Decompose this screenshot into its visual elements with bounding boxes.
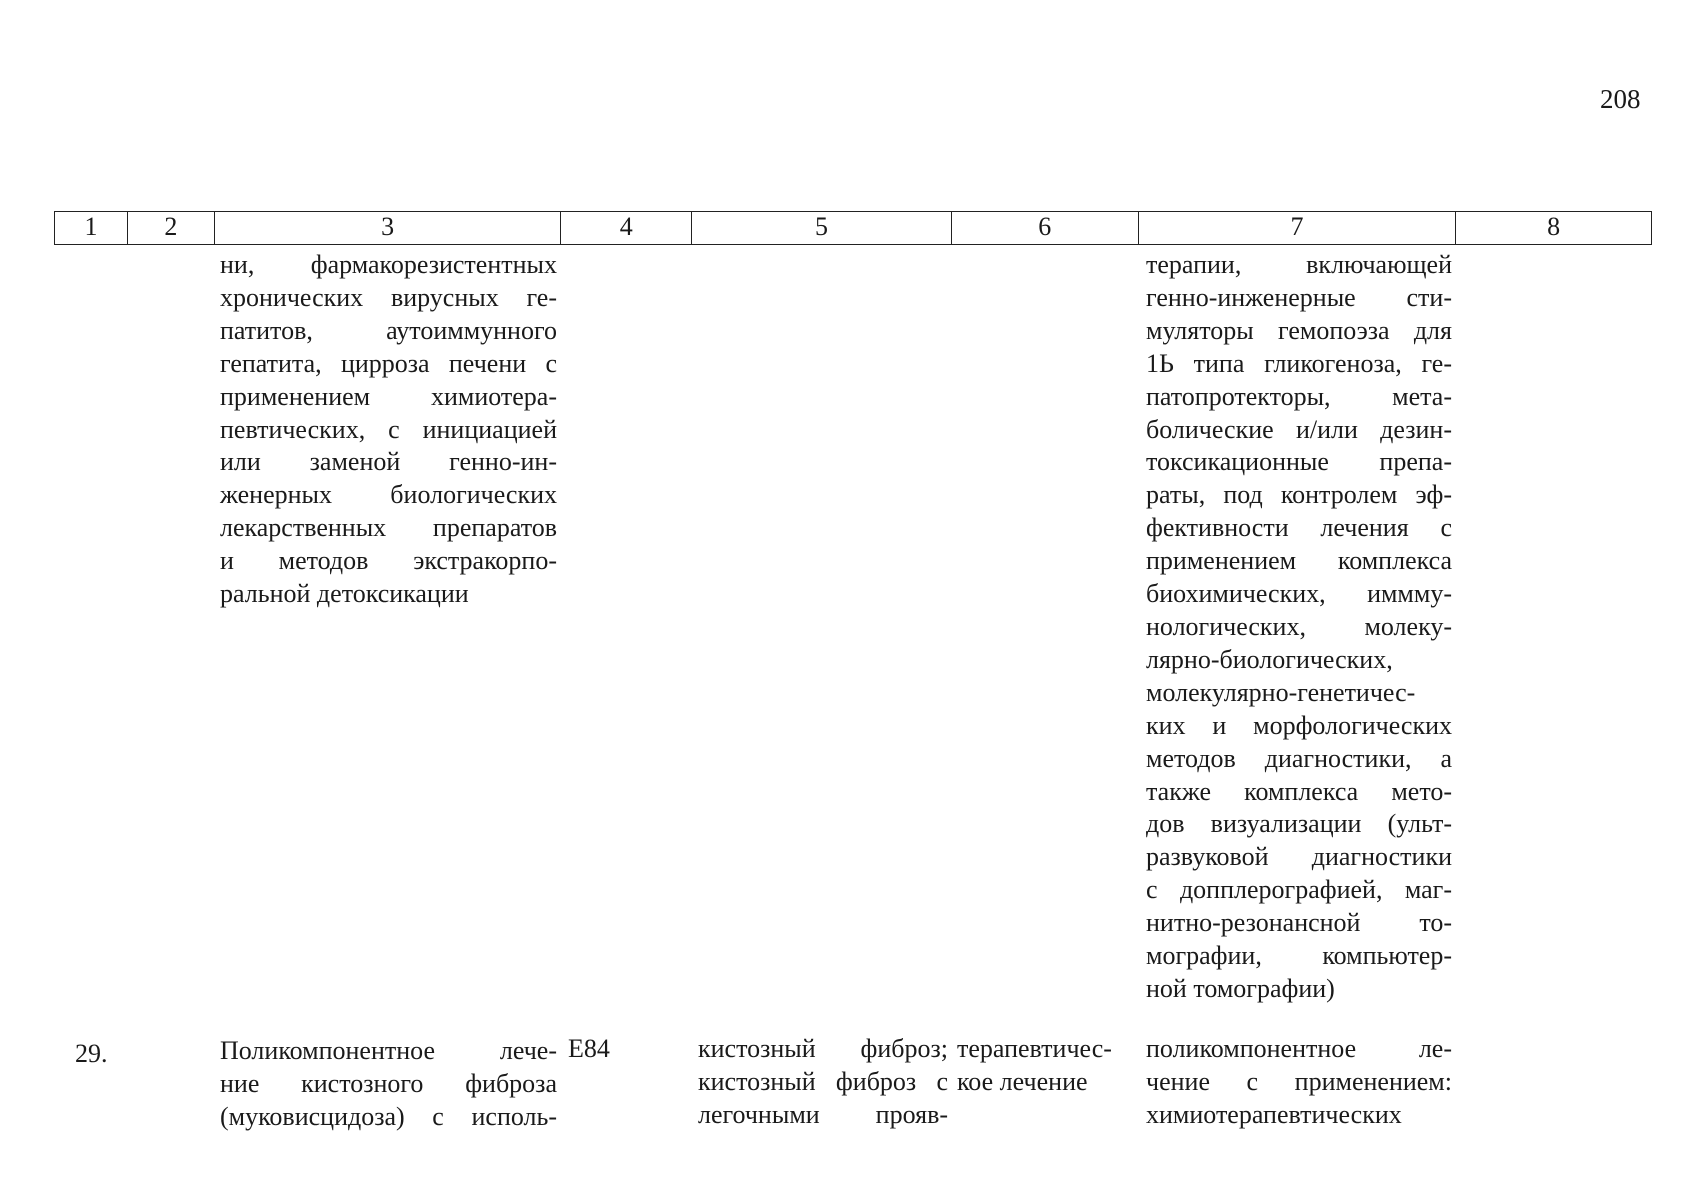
header-col-1: 1 (55, 212, 128, 244)
text-line: поликомпонентное ле- (1146, 1034, 1452, 1063)
text-line: также комплекса мето- (1146, 776, 1452, 806)
text-line: применением комплекса (1146, 546, 1452, 576)
text-line: или заменой генно-ин- (220, 447, 557, 477)
text-line: ние кистозного фиброза (220, 1068, 557, 1098)
text-line: молекулярно-генетичес- (1146, 677, 1416, 707)
text-line: Поликомпонентное лече- (220, 1036, 557, 1065)
table-header-row (54, 211, 1652, 245)
header-col-2: 2 (128, 212, 215, 244)
text-line: болические и/или дезин- (1146, 414, 1452, 444)
row29-col5-text (698, 1033, 948, 1132)
text-line: нитно-резонансной то- (1146, 908, 1452, 938)
text-line: патопротекторы, мета- (1146, 381, 1452, 411)
text-line: дов визуализации (ульт- (1146, 809, 1452, 839)
text-line: патитов, аутоиммунного (220, 315, 557, 345)
continuation-col7-text (1146, 249, 1452, 1006)
row-number: 29. (75, 1039, 108, 1068)
continuation-col3-text (220, 249, 557, 611)
page-number: 208 (1600, 84, 1641, 114)
text-line: 1Ь типа гликогеноза, ге- (1146, 348, 1452, 378)
header-col-6: 6 (952, 212, 1139, 244)
text-line: нологических, молеку- (1146, 611, 1452, 641)
text-line: ких и морфологических (1146, 710, 1452, 740)
header-col-8: 8 (1547, 212, 1561, 241)
header-col-3: 3 (215, 212, 562, 244)
text-line: кистозный фиброз; (698, 1034, 948, 1063)
text-line: лекарственных препаратов (220, 513, 557, 543)
text-line: с допплерографией, маг- (1146, 875, 1452, 905)
text-line: применением химиотера- (220, 381, 557, 411)
text-line: химиотерапевтических (1146, 1099, 1402, 1129)
text-line: кое лечение (957, 1066, 1088, 1096)
text-line: мографии, компьютер- (1146, 941, 1452, 971)
text-line: ни, фармакорезистентных (220, 250, 557, 279)
row29-col6-text (957, 1033, 1137, 1099)
row29-col7-text (1146, 1033, 1452, 1132)
text-line: фективности лечения с (1146, 513, 1452, 543)
text-line: биохимических, иммму- (1146, 579, 1452, 609)
text-line: терапии, включающей (1146, 250, 1452, 279)
text-line: ральной детоксикации (220, 579, 469, 609)
text-line: легочными прояв- (698, 1099, 948, 1129)
header-col-5: 5 (692, 212, 952, 244)
header-col-7: 7 (1139, 212, 1457, 244)
text-line: и методов экстракорпо- (220, 546, 557, 576)
text-line: генно-инженерные сти- (1146, 282, 1452, 312)
text-line: хронических вирусных ге- (220, 282, 557, 312)
text-line: токсикационные препа- (1146, 447, 1452, 477)
row29-col3-text (220, 1035, 557, 1134)
text-line: терапевтичес- (957, 1034, 1112, 1063)
text-line: гепатита, цирроза печени с (220, 348, 557, 378)
text-line: женерных биологических (220, 480, 557, 510)
text-line: певтических, с инициацией (220, 414, 557, 444)
text-line: (муковисцидоза) с исполь- (220, 1101, 557, 1131)
text-line: чение с применением: (1146, 1066, 1452, 1096)
row29-icd-code: E84 (568, 1034, 610, 1063)
text-line: развуковой диагностики (1146, 842, 1452, 872)
text-line: муляторы гемопоэза для (1146, 315, 1452, 345)
text-line: лярно-биологических, (1146, 644, 1393, 674)
text-line: раты, под контролем эф- (1146, 480, 1452, 510)
text-line: методов диагностики, а (1146, 743, 1452, 773)
text-line: ной томографии) (1146, 973, 1335, 1003)
header-col-4: 4 (561, 212, 692, 244)
text-line: кистозный фиброз с (698, 1066, 948, 1096)
